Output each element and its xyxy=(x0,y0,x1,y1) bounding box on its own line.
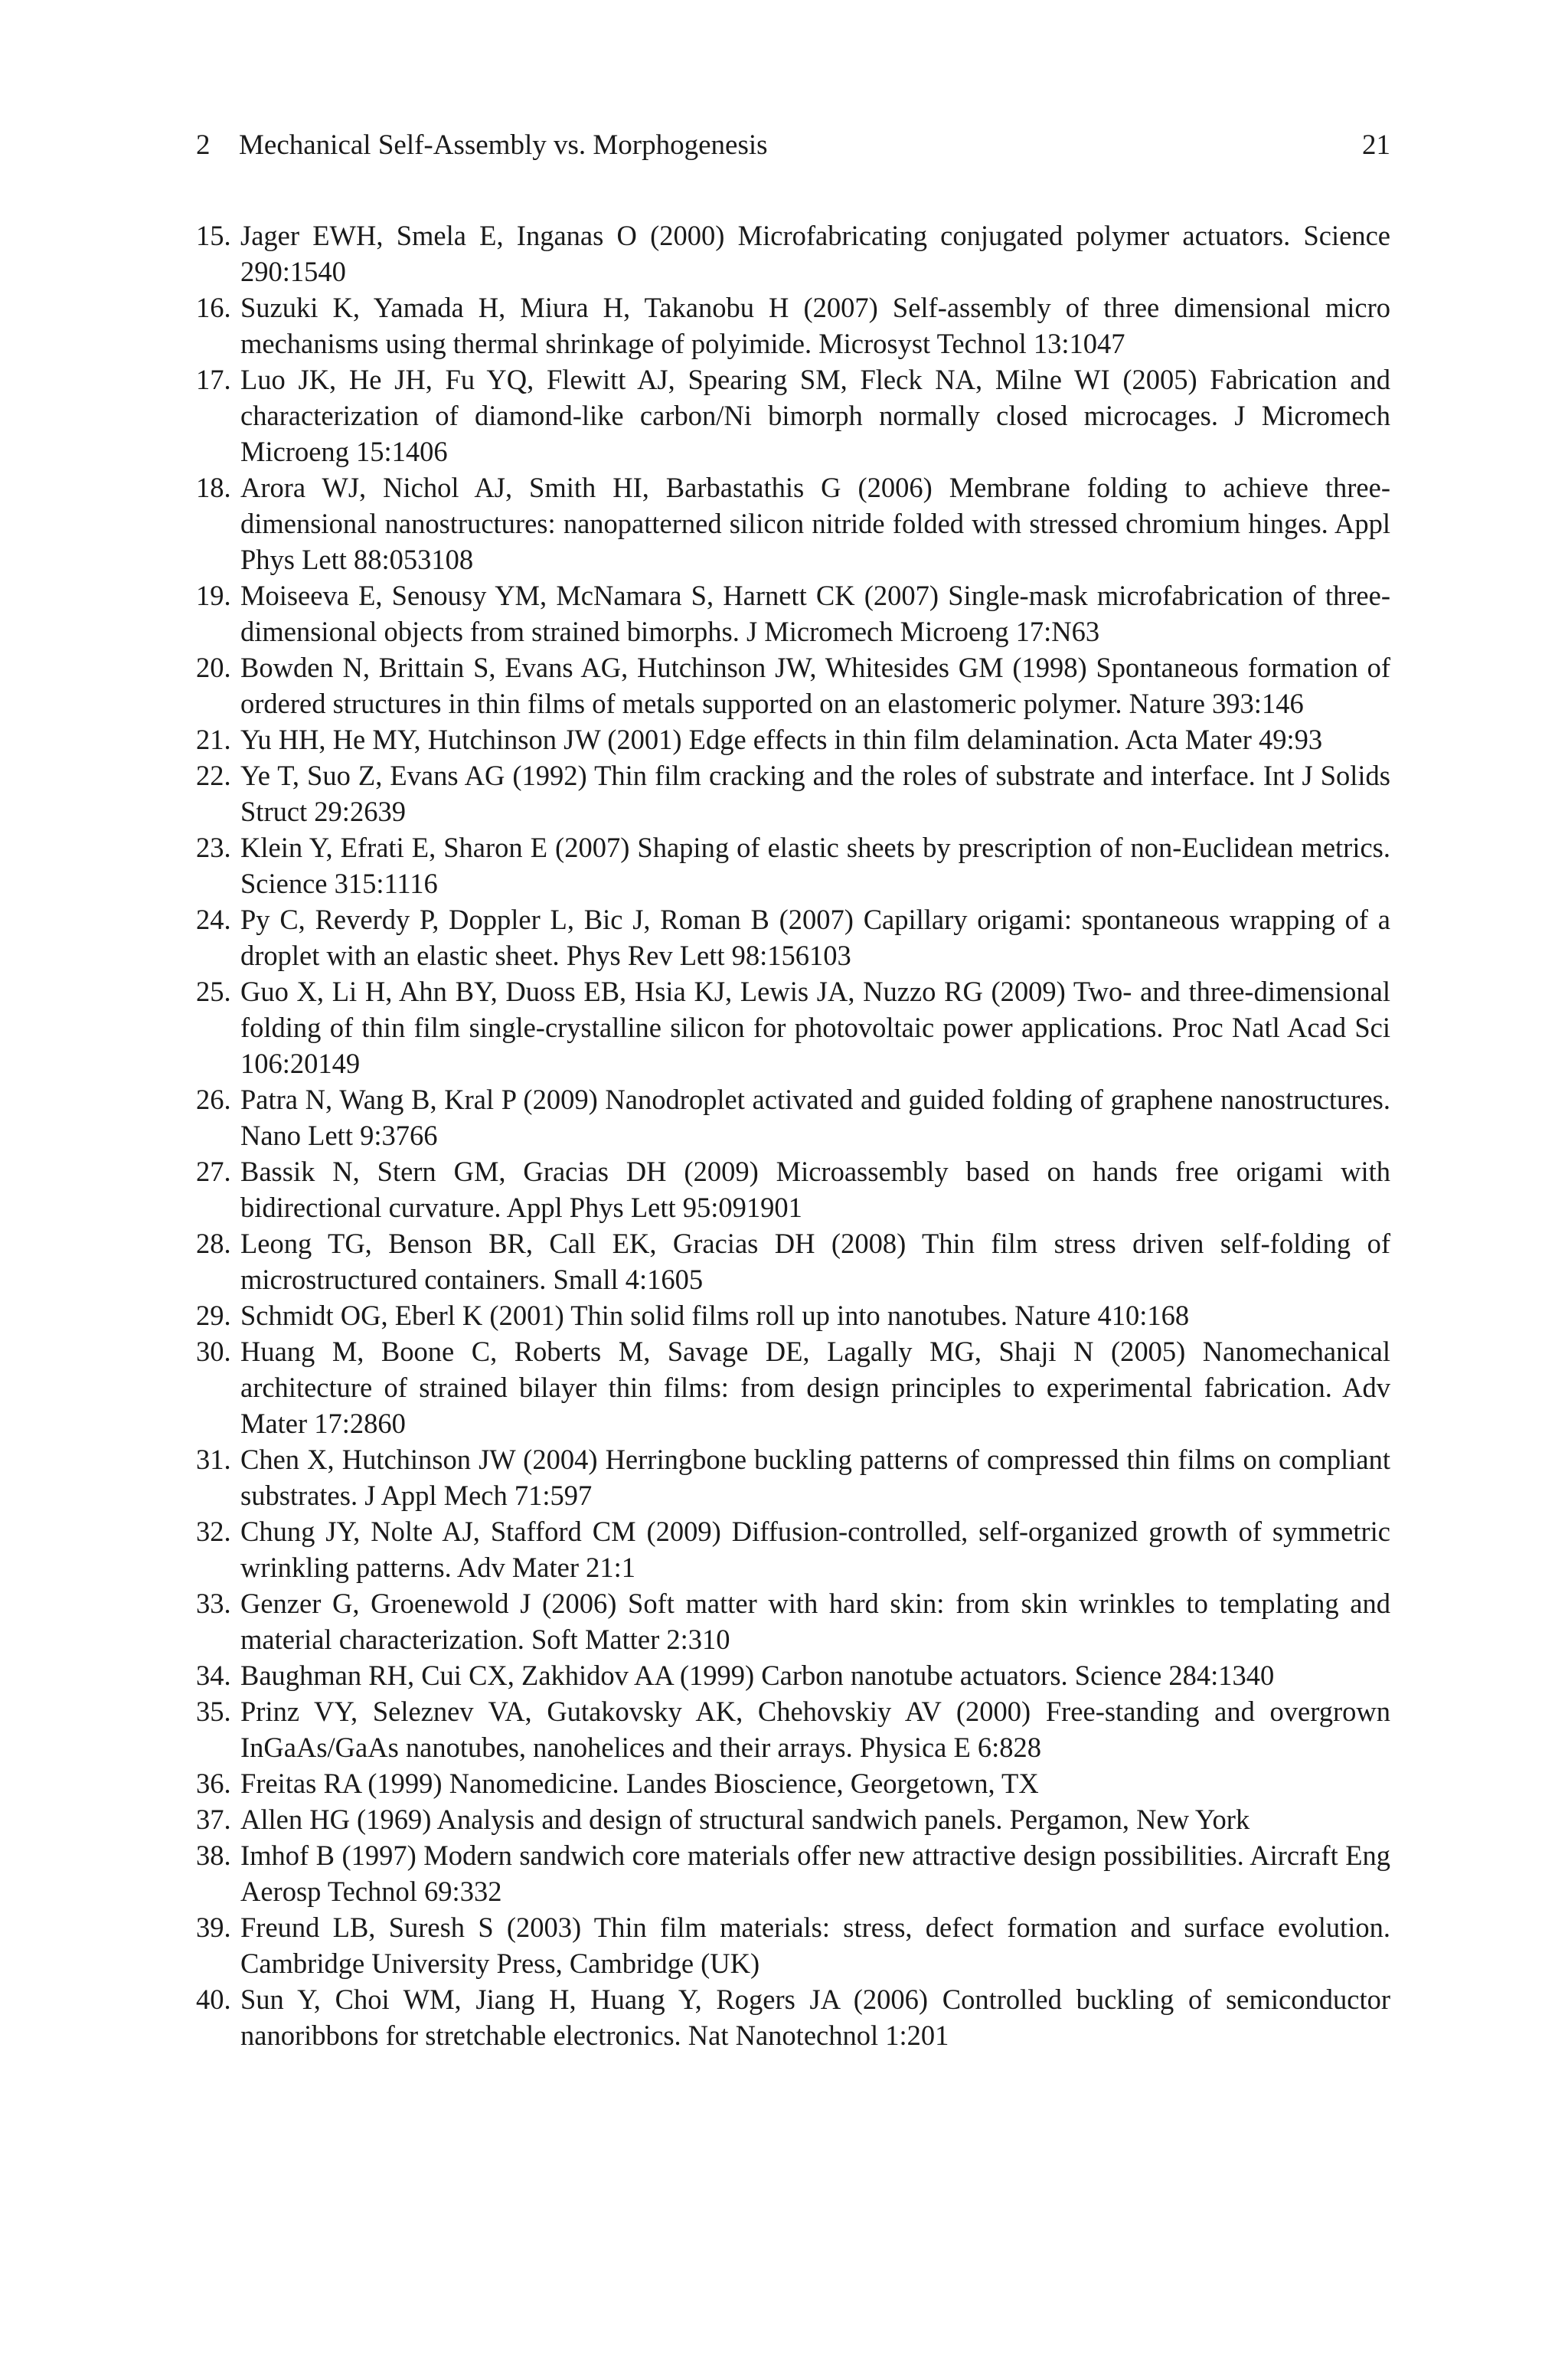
reference-text: Jager EWH, Smela E, Inganas O (2000) Microfabricating conjugated polymer actuators. Science 290:1540 xyxy=(240,220,1390,287)
reference-item xyxy=(196,1297,1390,1333)
reference-text: Schmidt OG, Eberl K (2001) Thin solid films roll up into nanotubes. Nature 410:168 xyxy=(240,1300,1190,1331)
reference-number: 18. xyxy=(196,472,231,503)
reference-item xyxy=(196,721,1390,757)
reference-number: 26. xyxy=(196,1084,231,1115)
reference-number: 19. xyxy=(196,580,231,611)
reference-number: 17. xyxy=(196,364,231,395)
page-number: 21 xyxy=(1362,129,1390,161)
reference-text: Baughman RH, Cui CX, Zakhidov AA (1999) Carbon nanotube actuators. Science 284:1340 xyxy=(240,1660,1275,1691)
reference-item xyxy=(196,829,1390,901)
reference-item xyxy=(196,1081,1390,1153)
reference-item xyxy=(196,901,1390,973)
reference-item xyxy=(196,1837,1390,1909)
reference-number: 22. xyxy=(196,760,231,791)
reference-text: Chung JY, Nolte AJ, Stafford CM (2009) Diffusion-controlled, self-organized growth of symmetric wrinkling patterns. Adv Mater 21:1 xyxy=(240,1516,1390,1583)
reference-text: Genzer G, Groenewold J (2006) Soft matter with hard skin: from skin wrinkles to templating and material characterization. Soft Matter 2:310 xyxy=(240,1588,1390,1655)
reference-number: 32. xyxy=(196,1516,231,1547)
chapter-number: 2 xyxy=(196,129,211,161)
reference-text: Moiseeva E, Senousy YM, McNamara S, Harnett CK (2007) Single-mask microfabrication of three-dimensional objects from strained bimorphs. J Micromech Microeng 17:N63 xyxy=(240,580,1390,647)
reference-text: Freitas RA (1999) Nanomedicine. Landes Bioscience, Georgetown, TX xyxy=(240,1768,1039,1799)
reference-number: 39. xyxy=(196,1912,231,1943)
reference-item xyxy=(196,1441,1390,1513)
reference-text: Py C, Reverdy P, Doppler L, Bic J, Roman B (2007) Capillary origami: spontaneous wrapping of a droplet with an elastic sheet. Phys Rev Lett 98:156103 xyxy=(240,904,1390,971)
reference-item xyxy=(196,757,1390,829)
reference-item xyxy=(196,973,1390,1081)
reference-text: Sun Y, Choi WM, Jiang H, Huang Y, Rogers JA (2006) Controlled buckling of semiconductor nanoribbons for stretchable electronics. Nat Nanotechnol 1:201 xyxy=(240,1984,1390,2051)
reference-text: Leong TG, Benson BR, Call EK, Gracias DH (2008) Thin film stress driven self-folding of microstructured containers. Small 4:1605 xyxy=(240,1228,1390,1295)
reference-text: Luo JK, He JH, Fu YQ, Flewitt AJ, Spearing SM, Fleck NA, Milne WI (2005) Fabrication and characterization of diamond-like carbon/Ni bimorph normally closed microcages. J Micromech Microeng 15:1406 xyxy=(240,364,1390,467)
reference-number: 15. xyxy=(196,220,231,251)
reference-item xyxy=(196,1585,1390,1657)
reference-number: 16. xyxy=(196,292,231,323)
reference-item xyxy=(196,361,1390,469)
reference-text: Bassik N, Stern GM, Gracias DH (2009) Microassembly based on hands free origami with bidirectional curvature. Appl Phys Lett 95:091901 xyxy=(240,1156,1390,1223)
reference-item xyxy=(196,1225,1390,1297)
reference-item xyxy=(196,1801,1390,1837)
reference-item xyxy=(196,577,1390,649)
reference-text: Guo X, Li H, Ahn BY, Duoss EB, Hsia KJ, Lewis JA, Nuzzo RG (2009) Two- and three-dimensional folding of thin film single-crystalline silicon for photovoltaic power applications. Proc Natl Acad Sci 106:20149 xyxy=(240,976,1390,1079)
reference-text: Prinz VY, Seleznev VA, Gutakovsky AK, Chehovskiy AV (2000) Free-standing and overgrown InGaAs/GaAs nanotubes, nanohelices and their arrays. Physica E 6:828 xyxy=(240,1696,1390,1763)
reference-number: 23. xyxy=(196,832,231,863)
reference-item xyxy=(196,649,1390,721)
reference-item xyxy=(196,469,1390,577)
reference-number: 33. xyxy=(196,1588,231,1619)
reference-text: Patra N, Wang B, Kral P (2009) Nanodroplet activated and guided folding of graphene nanostructures. Nano Lett 9:3766 xyxy=(240,1084,1390,1151)
reference-text: Bowden N, Brittain S, Evans AG, Hutchinson JW, Whitesides GM (1998) Spontaneous formation of ordered structures in thin films of metals supported on an elastomeric polymer. Nature 393:146 xyxy=(240,652,1390,719)
reference-number: 29. xyxy=(196,1300,231,1331)
reference-number: 30. xyxy=(196,1336,231,1367)
reference-list xyxy=(196,218,1390,2053)
reference-number: 27. xyxy=(196,1156,231,1187)
reference-number: 20. xyxy=(196,652,231,683)
reference-text: Imhof B (1997) Modern sandwich core materials offer new attractive design possibilities. Aircraft Eng Aerosp Technol 69:332 xyxy=(240,1840,1390,1907)
reference-item xyxy=(196,1513,1390,1585)
reference-item xyxy=(196,1333,1390,1441)
reference-number: 35. xyxy=(196,1696,231,1727)
reference-text: Yu HH, He MY, Hutchinson JW (2001) Edge effects in thin film delamination. Acta Mater 49:93 xyxy=(240,724,1323,755)
reference-text: Huang M, Boone C, Roberts M, Savage DE, Lagally MG, Shaji N (2005) Nanomechanical architecture of strained bilayer thin films: from design principles to experimental fabrication. Adv Mater 17:2860 xyxy=(240,1336,1390,1439)
reference-item xyxy=(196,1909,1390,1981)
reference-text: Ye T, Suo Z, Evans AG (1992) Thin film cracking and the roles of substrate and interface. Int J Solids Struct 29:2639 xyxy=(240,760,1390,827)
chapter-title: Mechanical Self-Assembly vs. Morphogenesis xyxy=(239,129,768,161)
reference-text: Allen HG (1969) Analysis and design of structural sandwich panels. Pergamon, New York xyxy=(240,1804,1250,1835)
reference-item xyxy=(196,1657,1390,1693)
reference-item xyxy=(196,218,1390,289)
reference-number: 37. xyxy=(196,1804,231,1835)
reference-number: 31. xyxy=(196,1444,231,1475)
reference-text: Klein Y, Efrati E, Sharon E (2007) Shaping of elastic sheets by prescription of non-Euclidean metrics. Science 315:1116 xyxy=(240,832,1390,899)
reference-text: Arora WJ, Nichol AJ, Smith HI, Barbastathis G (2006) Membrane folding to achieve three-dimensional nanostructures: nanopatterned silicon nitride folded with stressed chromium hinges. Appl Phys Lett 88:053108 xyxy=(240,472,1390,575)
reference-item xyxy=(196,1693,1390,1765)
reference-text: Chen X, Hutchinson JW (2004) Herringbone buckling patterns of compressed thin films on compliant substrates. J Appl Mech 71:597 xyxy=(240,1444,1390,1511)
reference-number: 28. xyxy=(196,1228,231,1259)
running-head xyxy=(196,123,1390,168)
reference-number: 21. xyxy=(196,724,231,755)
reference-number: 38. xyxy=(196,1840,231,1871)
reference-item xyxy=(196,289,1390,361)
reference-number: 24. xyxy=(196,904,231,935)
reference-item xyxy=(196,1765,1390,1801)
reference-number: 40. xyxy=(196,1984,231,2015)
reference-text: Suzuki K, Yamada H, Miura H, Takanobu H (2007) Self-assembly of three dimensional micro mechanisms using thermal shrinkage of polyimide. Microsyst Technol 13:1047 xyxy=(240,292,1390,359)
reference-item xyxy=(196,1153,1390,1225)
reference-number: 34. xyxy=(196,1660,231,1691)
reference-text: Freund LB, Suresh S (2003) Thin film materials: stress, defect formation and surface evolution. Cambridge University Press, Cambridge (UK) xyxy=(240,1912,1390,1979)
reference-number: 25. xyxy=(196,976,231,1007)
reference-number: 36. xyxy=(196,1768,231,1799)
reference-item xyxy=(196,1981,1390,2053)
